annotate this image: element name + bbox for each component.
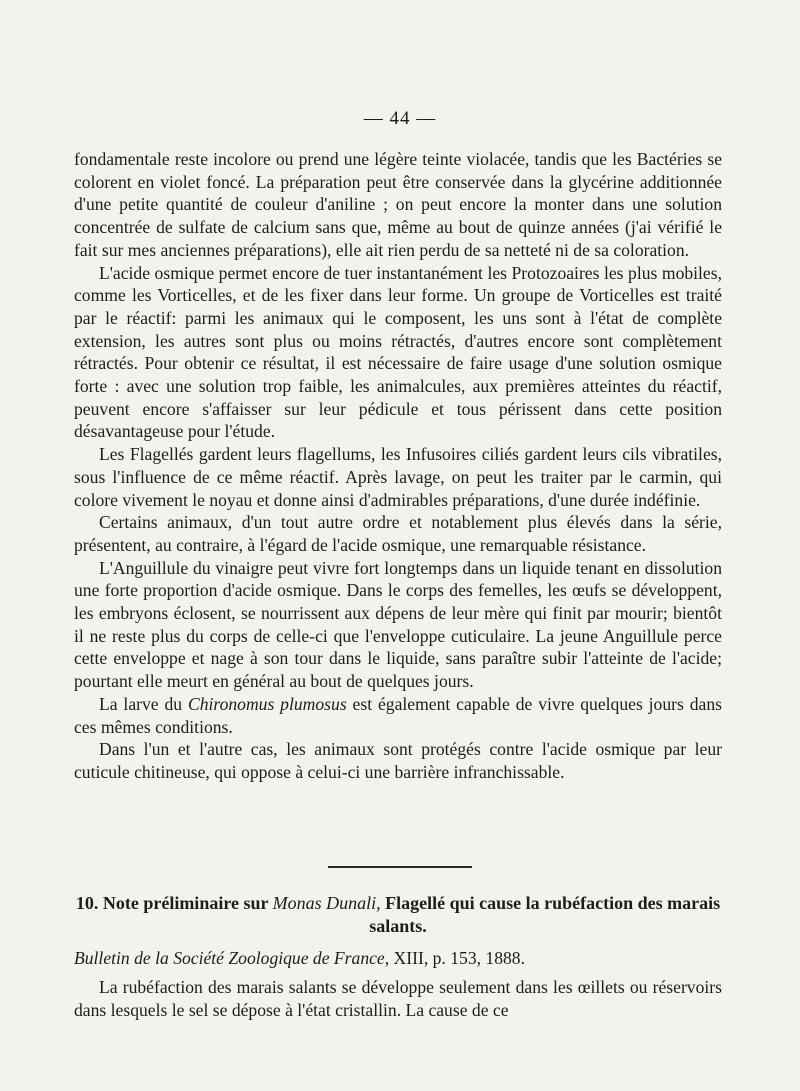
citation <box>74 947 722 969</box>
page-number: — 44 — <box>363 108 437 129</box>
section-heading-start: 10. Note préliminaire sur <box>75 893 273 913</box>
paragraph-larva <box>74 693 722 738</box>
larva-text-after: est également capable de vivre quelques jours dans ces mêmes conditions. <box>74 693 722 737</box>
paragraph-conclusion: Dans l'un et l'autre cas, les animaux sont protégés contre l'acide osmique par leur cuticule chitineuse, qui oppose à celui-ci une barrière infranchissable. <box>74 739 722 782</box>
section-divider <box>328 866 472 868</box>
section-heading-species: Monas Dunali, <box>272 893 381 913</box>
citation-details: XIII, p. 153, 1888. <box>389 948 526 968</box>
section-body <box>74 976 722 1021</box>
body-text <box>74 148 722 784</box>
paragraph-anguillule: L'Anguillule du vinaigre peut vivre fort longtemps dans un liquide tenant en dissolution une forte proportion d'acide osmique. Dans le corps des femelles, les œufs se développent, les embryons éclosent, se nourrissent aux dépens de leur mère qui finit par mourir; bientôt il ne reste plus du corps de celle-ci que l'enveloppe cuticulaire. La jeune Anguillule perce cette enveloppe et nage à son tour dans le liquide, sans paraître subir l'atteinte de l'acide; pourtant elle meurt en général au bout de quelques jours. <box>74 557 722 692</box>
paragraph-continuation: fondamentale reste incolore ou prend une légère teinte violacée, tandis que les Bactéries se colorent en violet foncé. La préparation peut être conservée dans la glycérine additionnée d'une petite quantité de couleur d'aniline ; on peut encore la monter dans une solution concentrée de sulfate de calcium sans que, même au bout de quinze années (j'ai vérifié le fait sur mes anciennes préparations), elle ait rien perdu de sa netteté ni de sa coloration. <box>74 149 722 260</box>
species-name: Chironomus plumosus <box>187 693 347 714</box>
paragraph-osmic-acid: L'acide osmique permet encore de tuer instantanément les Protozoaires les plus mobiles, comme les Vorticelles, et de les fixer dans leur forme. Un groupe de Vorticelles est traité par le réactif: parmi les animaux qui le composent, les uns sont à l'état de complète extension, les autres sont plus ou moins rétractés, d'autres encore sont complètement rétractés. Pour obtenir ce résultat, il est nécessaire de faire usage d'une solution osmique forte : avec une solution trop faible, les animalcules, aux premières atteintes du réactif, peuvent encore s'affaisser sur leur pédicule et tous périssent dans cette position désavantageuse pour l'étude. <box>74 262 722 442</box>
paragraph-flagellates: Les Flagellés gardent leurs flagellums, les Infusoires ciliés gardent leurs cils vibratiles, sous l'influence de ce même réactif. Après lavage, on peut les traiter par le carmin, qui colore vivement le noyau et donne ainsi d'admirables préparations, d'une durée indéfinie. <box>74 444 722 510</box>
section-paragraph: La rubéfaction des marais salants se développe seulement dans les œillets ou réservoirs dans lesquels le sel se dépose à l'état cristallin. La cause de ce <box>74 977 722 1020</box>
section-heading-rest: Flagellé qui cause la rubéfaction des marais salants. <box>369 893 721 936</box>
section-heading <box>74 892 722 938</box>
citation-journal: Bulletin de la Société Zoologique de France, <box>74 948 390 968</box>
paragraph-certain-animals: Certains animaux, d'un tout autre ordre et notablement plus élevés dans la série, présentent, au contraire, à l'égard de l'acide osmique, une remarquable résistance. <box>74 512 722 555</box>
larva-text-before: La larve du <box>99 693 188 714</box>
